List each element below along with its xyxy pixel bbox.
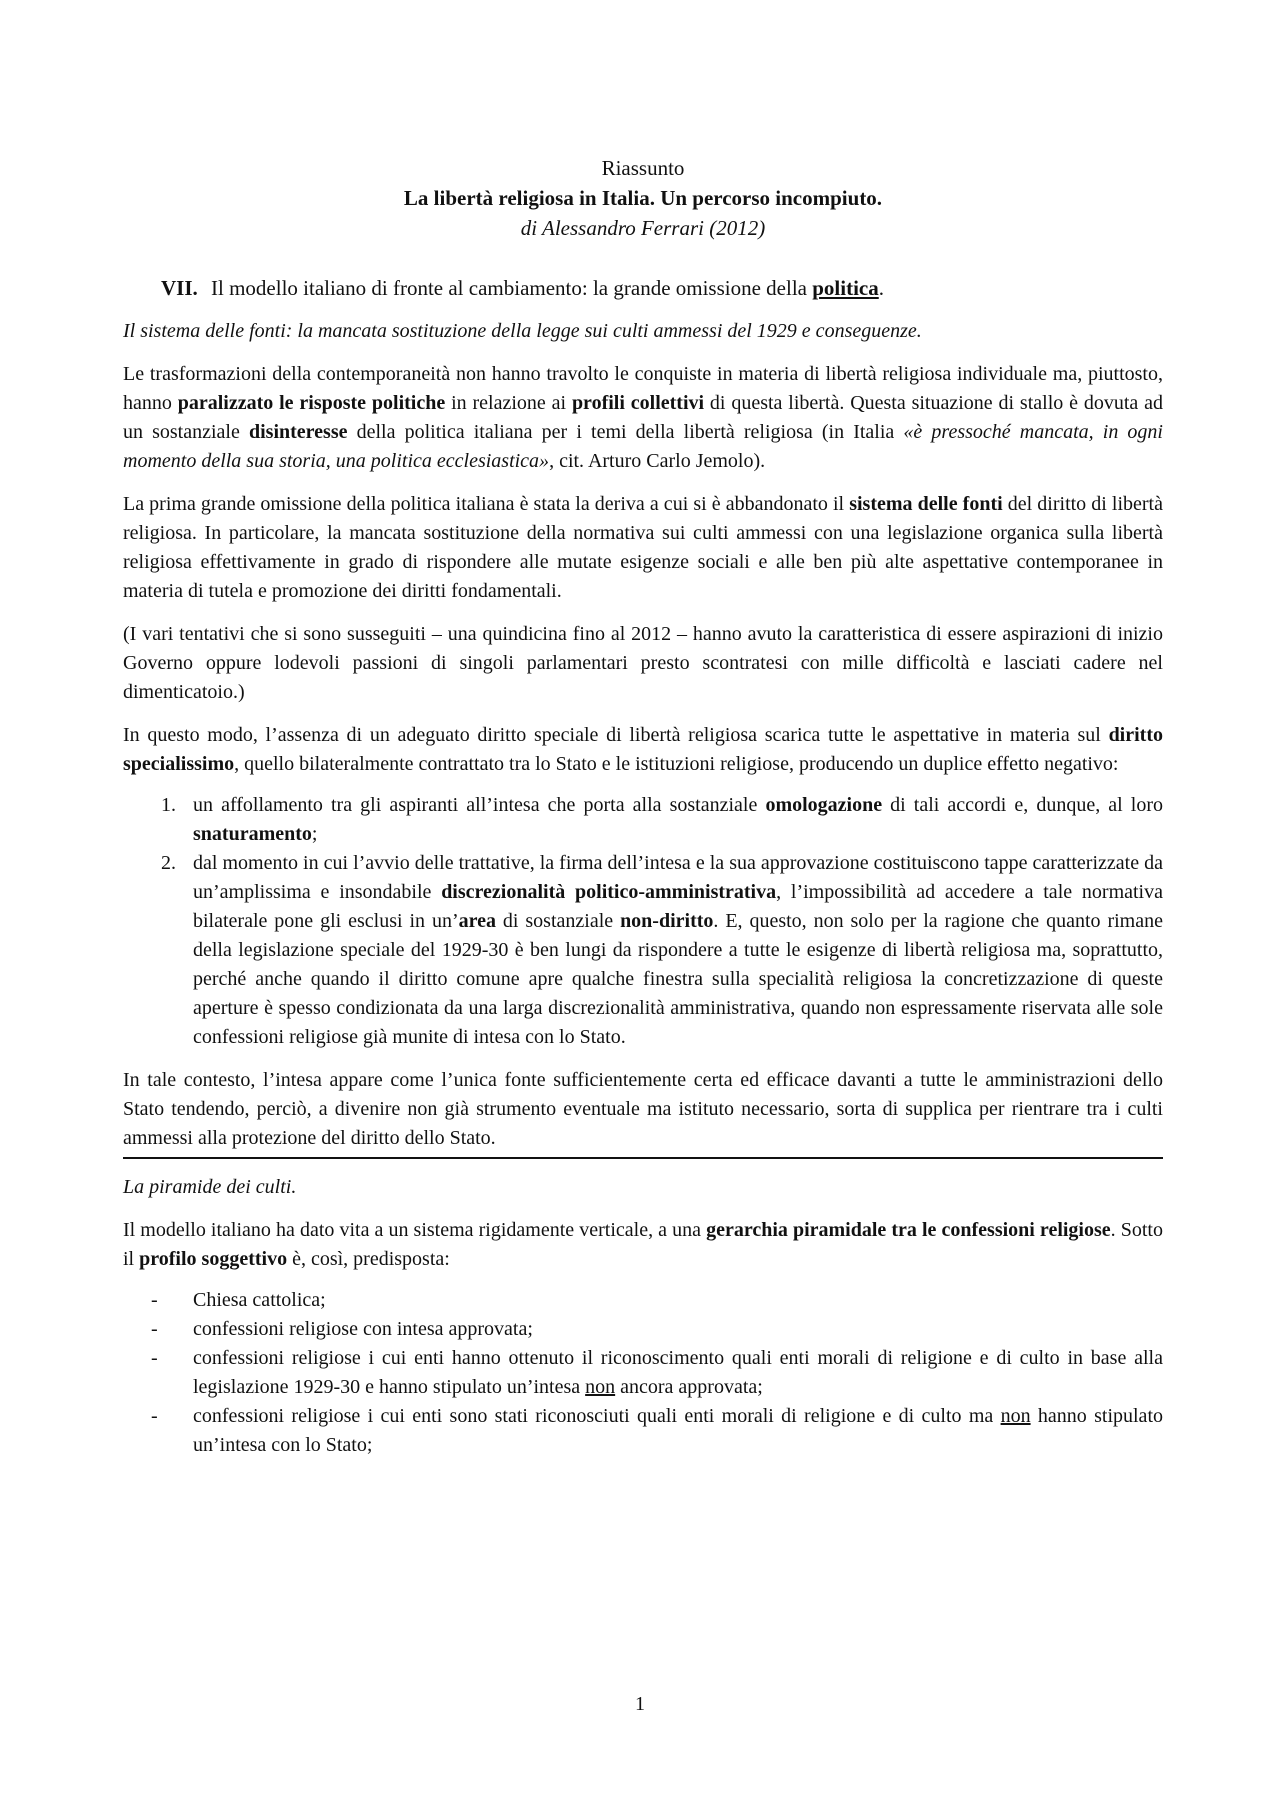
- list-dash: -: [151, 1405, 158, 1427]
- p1-text-f: , cit. Arturo Carlo Jemolo).: [549, 450, 766, 472]
- list-dash: -: [151, 1289, 158, 1311]
- dash-item-4-text-a: confessioni religiose i cui enti sono stati riconosciuti quali enti morali di religione e di culto ma: [193, 1405, 1001, 1427]
- page-content: [123, 153, 1163, 1460]
- section-number: VII.: [161, 276, 198, 300]
- paragraph-4: [123, 721, 1163, 779]
- horizontal-divider: [123, 1157, 1163, 1159]
- item1-bold-1: omologazione: [765, 794, 883, 816]
- item2-text-e: . E, questo, non solo per la ragione che quanto rimane della legislazione speciale del 1929-30 è ben lungi da rispondere a tutte le esigenze di libertà religiosa ma, soprattutto, perché anche quando il diritto comune apre qualche finestra sulla specialità religiosa la concretizzazione di queste aperture è spesso condizionata da una larga discrezionalità amministrativa, quando non espressamente riservata alle sole confessioni religiose già munite di intesa con lo Stato.: [193, 910, 1163, 1048]
- item1-bold-2: snaturamento: [193, 823, 312, 845]
- paragraph-2: [123, 490, 1163, 606]
- document-author: di Alessandro Ferrari (2012): [520, 216, 766, 240]
- list-number: 2.: [161, 852, 176, 874]
- paragraph-5: In tale contesto, l’intesa appare come l’unica fonte sufficientemente certa ed efficace davanti a tutte le amministrazioni dello Stato tendendo, perciò, a divenire non già strumento eventuale ma istituto necessario, sorta di supplica per rientrare tra i culti ammessi alla protezione del diritto dello Stato.: [123, 1069, 1163, 1149]
- dash-item-3-text-a: confessioni religiose i cui enti hanno ottenuto il riconoscimento quali enti morali di religione e di culto in base alla legislazione 1929-30 e hanno stipulato un’intesa: [193, 1347, 1163, 1398]
- item2-text-a: dal momento in cui l’avvio delle trattative, la firma dell’intesa e la sua approvazione costituiscono tappe caratterizzate da un’amplissima e insondabile: [193, 852, 1163, 903]
- subheading-sources: Il sistema delle fonti: la mancata sostituzione della legge sui culti ammessi del 1929 e conseguenze.: [123, 320, 922, 342]
- dash-item-2-text: confessioni religiose con intesa approvata;: [193, 1318, 533, 1340]
- p1-text-e: della politica italiana per i temi della libertà religiosa (in Italia: [347, 421, 904, 443]
- paragraph-3: (I vari tentativi che si sono susseguiti – una quindicina fino al 2012 – hanno avuto la caratteristica di essere aspirazioni di inizio Governo oppure lodevoli passioni di singoli parlamentari presto scontratesi con mille difficoltà e lasciati cadere nel dimenticatoio.): [123, 623, 1163, 703]
- p4-text-a: In questo modo, l’assenza di un adeguato diritto speciale di libertà religiosa scarica tutte le aspettative in materia sul: [123, 724, 1109, 746]
- dash-item-3-text-b: ancora approvata;: [615, 1376, 763, 1398]
- p1-text-d: di questa libertà. Questa situazione di stallo è dovuta ad un sostanziale: [123, 392, 1163, 443]
- p6-bold-1: gerarchia piramidale tra le confessioni religiose: [706, 1219, 1111, 1241]
- item2-bold-2: area: [458, 910, 497, 932]
- p2-bold-1: sistema delle fonti: [849, 493, 1003, 515]
- list-item: [123, 1315, 1163, 1344]
- dash-item-1-text: Chiesa cattolica;: [193, 1289, 326, 1311]
- page-number: 1: [635, 1693, 645, 1715]
- list-dash: -: [151, 1347, 158, 1369]
- p1-text-c: in relazione ai: [445, 392, 572, 414]
- p6-bold-2: profilo soggettivo: [139, 1248, 288, 1270]
- numbered-list: [123, 791, 1163, 1052]
- p2-text-c: del diritto di libertà religiosa. In particolare, la mancata sostituzione della normativa sui culti ammessi con una legislazione organica sulla libertà religiosa effettivamente in grado di rispondere alle mutate esigenze sociali e alle ben più alte aspettative contemporanee in materia di tutela e promozione dei diritti fondamentali.: [123, 493, 1163, 602]
- p2-text-a: La prima grande omissione della politica italiana è stata la deriva a cui si è abbandonato il: [123, 493, 850, 515]
- item2-text-c: , l’impossibilità ad accedere a tale normativa bilaterale pone gli esclusi in un’: [193, 881, 1163, 932]
- list-item: [123, 1402, 1163, 1460]
- summary-label: Riassunto: [601, 156, 685, 180]
- item2-bold-1: discrezionalità politico-amministrativa: [441, 881, 777, 903]
- title-block: [123, 153, 1163, 243]
- item2-text-d: di sostanziale: [496, 910, 621, 932]
- p6-text-a: Il modello italiano ha dato vita a un sistema rigidamente verticale, a una: [123, 1219, 707, 1241]
- subheading-pyramid: La piramide dei culti.: [123, 1176, 297, 1198]
- section-heading: [123, 273, 1163, 303]
- p1-bold-1: paralizzato le risposte politiche: [177, 392, 446, 414]
- dash-item-4-text-b: hanno stipulato un’intesa con lo Stato;: [193, 1405, 1163, 1456]
- item1-text-a: un affollamento tra gli aspiranti all’intesa che porta alla sostanziale: [193, 794, 766, 816]
- p6-text-d: è, così, predisposta:: [287, 1248, 450, 1270]
- paragraph-6: [123, 1216, 1163, 1274]
- section-title-end: .: [878, 276, 884, 300]
- item2-bold-3: non-diritto: [620, 910, 714, 932]
- p6-text-c: . Sotto il: [123, 1219, 1163, 1270]
- item1-text-d: ;: [311, 823, 318, 845]
- dash-item-4-underline: non: [1000, 1405, 1031, 1427]
- list-item: [123, 791, 1163, 849]
- list-number: 1.: [161, 794, 176, 816]
- section-title-emphasis: politica: [812, 276, 879, 300]
- list-item: [123, 849, 1163, 1052]
- p1-bold-3: disinteresse: [248, 421, 348, 443]
- p1-text-a: Le trasformazioni della contemporaneità non hanno travolto le conquiste in materia di libertà religiosa individuale ma, piuttosto, hanno: [123, 363, 1163, 414]
- p1-quote: «è pressoché mancata, in ogni momento della sua storia, una politica ecclesiastica»: [123, 421, 1163, 472]
- document-title: La libertà religiosa in Italia. Un percorso incompiuto.: [403, 186, 883, 210]
- item1-text-c: di tali accordi e, dunque, al loro: [882, 794, 1163, 816]
- paragraph-1: [123, 360, 1163, 476]
- list-dash: -: [151, 1318, 158, 1340]
- list-item: [123, 1286, 1163, 1315]
- p4-bold-1: diritto specialissimo: [123, 724, 1163, 775]
- section-title: Il modello italiano di fronte al cambiamento: la grande omissione della: [211, 276, 813, 300]
- p1-bold-2: profili collettivi: [571, 392, 705, 414]
- dash-list: [123, 1286, 1163, 1460]
- p4-text-c: , quello bilateralmente contrattato tra lo Stato e le istituzioni religiose, producendo un duplice effetto negativo:: [234, 753, 1119, 775]
- list-item: [123, 1344, 1163, 1402]
- dash-item-3-underline: non: [585, 1376, 616, 1398]
